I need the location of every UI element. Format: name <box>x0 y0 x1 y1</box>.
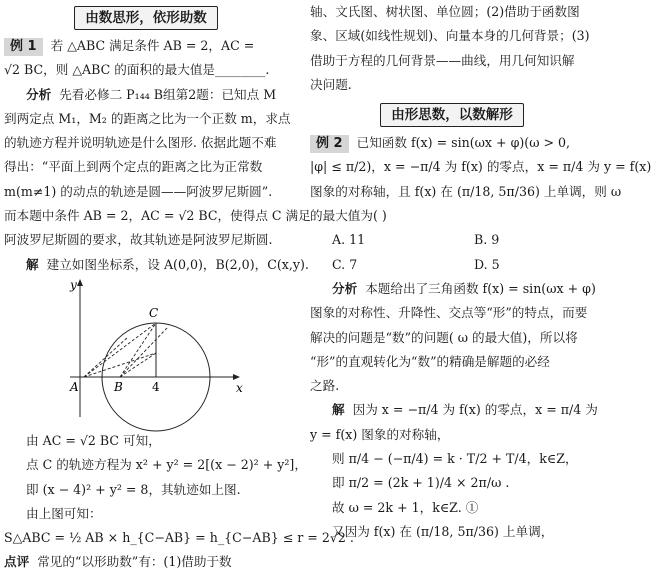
after-line-5: S△ABC = ½ AB × h_{C−AB} = h_{C−AB} ≤ r = 2√2 . <box>4 530 354 546</box>
after-line-2: 点 C 的轨迹方程为 x² + y² = 2[(x − 2)² + y²]， <box>26 457 307 473</box>
options-row-2 <box>310 253 594 277</box>
options-row-1 <box>310 228 594 252</box>
comment-line: 点评 常见的“以形助数”有：(1)借助于数 <box>4 554 232 570</box>
segment-BC <box>120 323 156 377</box>
analysis2-line-1: 分析 本题给出了三角函数 f(x) = sin(ωx + φ) <box>332 280 596 296</box>
solution2-line-4: 即 π/2 = (2k + 1)/4 × 2π/ω . <box>332 475 510 491</box>
analysis2-line-4: “形”的直观转化为“数”的精确是解题的必经 <box>310 353 550 369</box>
solution2-line-6: 又因为 f(x) 在 (π/18, 5π/36) 上单调， <box>332 523 554 539</box>
after-line-4: 由上图可知： <box>26 505 102 521</box>
cont-line-3: 借助于方程的几何背景——曲线，用几何知识解 <box>310 52 575 68</box>
cont-line-2: 象、区域(如线性规划)、向量本身的几何背景；(3) <box>310 28 590 44</box>
option-C: C. 7 <box>332 256 358 272</box>
segment-AC <box>84 323 156 377</box>
analysis-line-2: 到两定点 M₁，M₂ 的距离之比为一个正数 m，求点 <box>4 110 291 126</box>
point-C-label: C <box>149 305 159 320</box>
option-B: B. 9 <box>474 232 500 248</box>
example-2-tag: 例 2 <box>310 135 349 153</box>
cont-line-4: 决问题. <box>310 76 352 92</box>
tick-4-label: 4 <box>152 379 160 394</box>
segment-B-upper <box>120 327 168 377</box>
option-D: D. 5 <box>474 256 500 272</box>
coordinate-figure <box>8 277 268 429</box>
after-line-1: 由 AC = √2 BC 可知， <box>26 432 161 448</box>
point-A-label: A <box>70 379 79 394</box>
analysis-label: 分析 <box>26 86 52 102</box>
analysis-line-4: 得出：“平面上到两个定点的距离之比为正常数 <box>4 159 263 175</box>
segment-A-lower <box>84 353 156 377</box>
example-1-line-2: √2 BC，则 △ABC 的面积的最大值是________. <box>4 62 270 78</box>
solution2-line-3: 则 π/4 − (−π/4) = k · T/2 + T/4，k∈Z， <box>332 451 578 467</box>
analysis-line-6: 而本题中条件 AB = 2，AC = √2 BC，使得点 C 满足 <box>4 208 311 224</box>
analysis-line-1: 分析 先看必修二 P₁₄₄ B组第2题：已知点 M <box>26 86 277 102</box>
cont-line-1: 轴、文氏图、树状图、单位圆；(2)借助于函数图 <box>310 4 580 19</box>
example-1-line-1 <box>4 34 288 58</box>
example-2-line-4: 的最大值为( ) <box>310 208 387 224</box>
solution2-line-2: y = f(x) 图象的对称轴， <box>310 426 450 442</box>
analysis2-line-3: 解决的问题是“数”的问题( ω 的最大值)，所以将 <box>310 329 578 345</box>
example-1-text-1: 若 △ABC 满足条件 AB = 2，AC = <box>50 38 255 53</box>
solution-label: 解 <box>26 256 39 272</box>
x-axis-arrow <box>233 374 240 380</box>
comment-label: 点评 <box>4 554 30 570</box>
example-1-tag: 例 1 <box>4 38 43 56</box>
y-axis-arrow <box>77 279 83 286</box>
example-2-line-3: 图象的对称轴，且 f(x) 在 (π/18, 5π/36) 上单调，则 ω <box>310 183 622 199</box>
segment-B-lower <box>120 353 156 377</box>
y-label: y <box>70 277 77 292</box>
analysis-line-5: m(m≠1) 的动点的轨迹是圆——阿波罗尼斯圆”. <box>4 183 273 199</box>
point-B-label: B <box>114 379 123 394</box>
analysis-line-3: 的轨迹方程并说明轨迹是什么图形. 依据此题不难 <box>4 135 277 151</box>
analysis2-label: 分析 <box>332 280 358 296</box>
analysis2-line-5: 之路. <box>310 378 340 394</box>
x-label: x <box>236 380 243 395</box>
apollonius-figure <box>8 277 288 429</box>
section-heading-right: 由形思数，以数解形 <box>380 103 524 127</box>
after-line-3: 即 (x − 4)² + y² = 8，其轨迹如上图. <box>26 481 241 497</box>
analysis-line-7: 阿波罗尼斯圆的要求，故其轨迹是阿波罗尼斯圆. <box>4 232 273 248</box>
solution2-label: 解 <box>332 402 345 418</box>
solution2-line-5: 故 ω = 2k + 1，k∈Z. ① <box>332 499 479 515</box>
section-heading-left: 由数思形，依形助数 <box>74 6 218 30</box>
solution-line: 解 建立如图坐标系，设 A(0,0)，B(2,0)，C(x,y). <box>26 256 309 272</box>
example-2-line-1: 例 2 已知函数 f(x) = sin(ωx + φ)(ω > 0, <box>310 131 594 155</box>
solution2-line-1: 解 因为 x = −π/4 为 f(x) 的零点，x = π/4 为 <box>332 402 598 418</box>
option-A: A. 11 <box>332 232 366 248</box>
analysis2-line-2: 图象的对称性、升降性、交点等“形”的特点，而要 <box>310 305 588 321</box>
right-column <box>310 0 651 539</box>
example-2-line-2: |φ| ≤ π/2)，x = −π/4 为 f(x) 的零点，x = π/4 为 y = f(x) <box>310 159 651 175</box>
